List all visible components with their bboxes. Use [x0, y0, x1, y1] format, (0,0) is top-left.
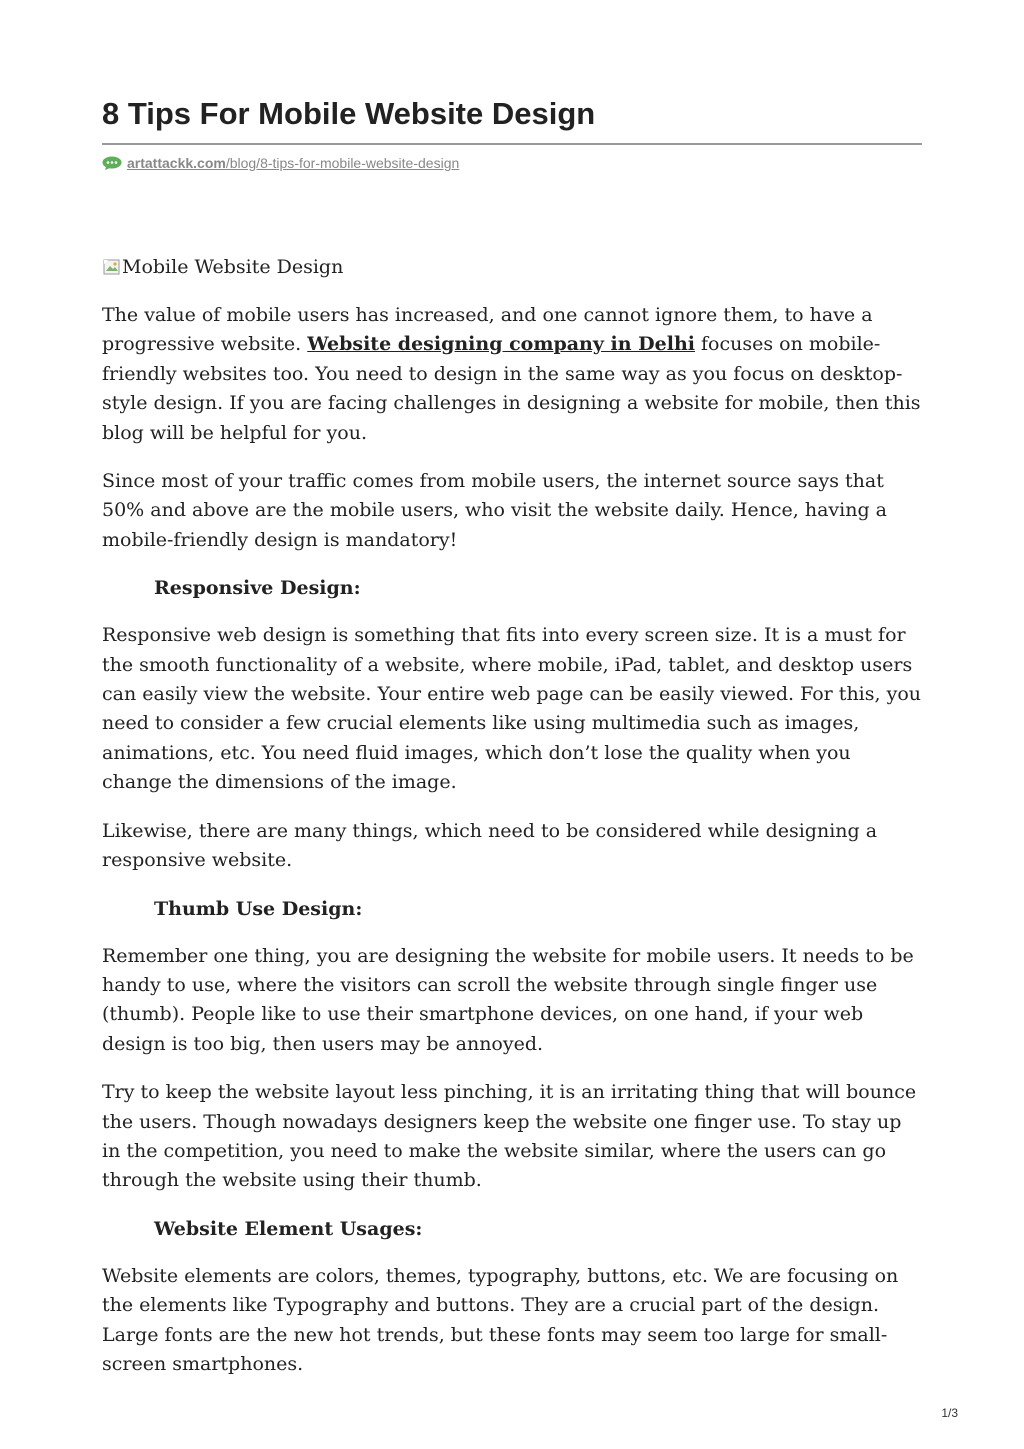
page-number: 1/3 [941, 1406, 958, 1420]
paragraph: Responsive web design is something that fits into every screen size. It is a must for the smooth functionality of a website, where mobile, iPad, tablet, and desktop users can easily view the website. Your entire web page can be easily viewed. For this, you need to consider a few crucial elements like using multimedia such as images, animations, etc. You need fluid images, which don’t lose the quality when you change the dimensions of the image. [102, 624, 921, 794]
section-heading: Website Element Usages: [154, 1217, 423, 1240]
paragraph-text: focuses on mobile-friendly websites too. You need to design in the same way as you focus on desktop-style design. If you are facing challenges in designing a website for mobile, then this blog will be helpful for you. [102, 333, 921, 444]
section-heading: Responsive Design: [154, 577, 361, 600]
title-divider [102, 143, 922, 145]
paragraph: Likewise, there are many things, which need to be considered while designing a responsive website. [102, 819, 878, 872]
website-designing-link[interactable]: Website designing company in Delhi [307, 333, 695, 356]
broken-image-icon [102, 257, 122, 277]
paragraph [102, 301, 922, 448]
paragraph: Remember one thing, you are designing the website for mobile users. It needs to be handy to use, where the visitors can scroll the website through single finger use (thumb). People like to use their smartphone devices, on one hand, if your web design is too big, then users may be annoyed. [102, 944, 914, 1055]
source-path[interactable]: /blog/8-tips-for-mobile-website-design [225, 155, 460, 171]
page-title: 8 Tips For Mobile Website Design [102, 96, 596, 131]
image-alt-text: Mobile Website Design [122, 256, 344, 278]
paragraph-text: The value of mobile users has increased, and one cannot ignore them, to have a progressive website. [102, 304, 873, 356]
section-heading: Thumb Use Design: [154, 897, 363, 920]
source-link[interactable] [102, 154, 459, 172]
article-image [102, 254, 343, 280]
link-bubble-icon [102, 156, 122, 170]
article-body [102, 301, 922, 1379]
paragraph: Since most of your traffic comes from mobile users, the internet source says that 50% and above are the mobile users, who visit the website daily. Hence, having a mobile-friendly design is mandatory! [102, 470, 887, 551]
paragraph: Website elements are colors, themes, typography, buttons, etc. We are focusing on the elements like Typography and buttons. They are a crucial part of the design. Large fonts are the new hot trends, but these fonts may seem too large for small-screen smartphones. [102, 1264, 899, 1375]
paragraph: Try to keep the website layout less pinching, it is an irritating thing that will bounce the users. Though nowadays designers keep the website one finger use. To stay up in the competition, you need to make the website similar, where the users can go through the website using their thumb. [102, 1081, 917, 1192]
source-domain[interactable]: artattackk.com [127, 155, 226, 171]
